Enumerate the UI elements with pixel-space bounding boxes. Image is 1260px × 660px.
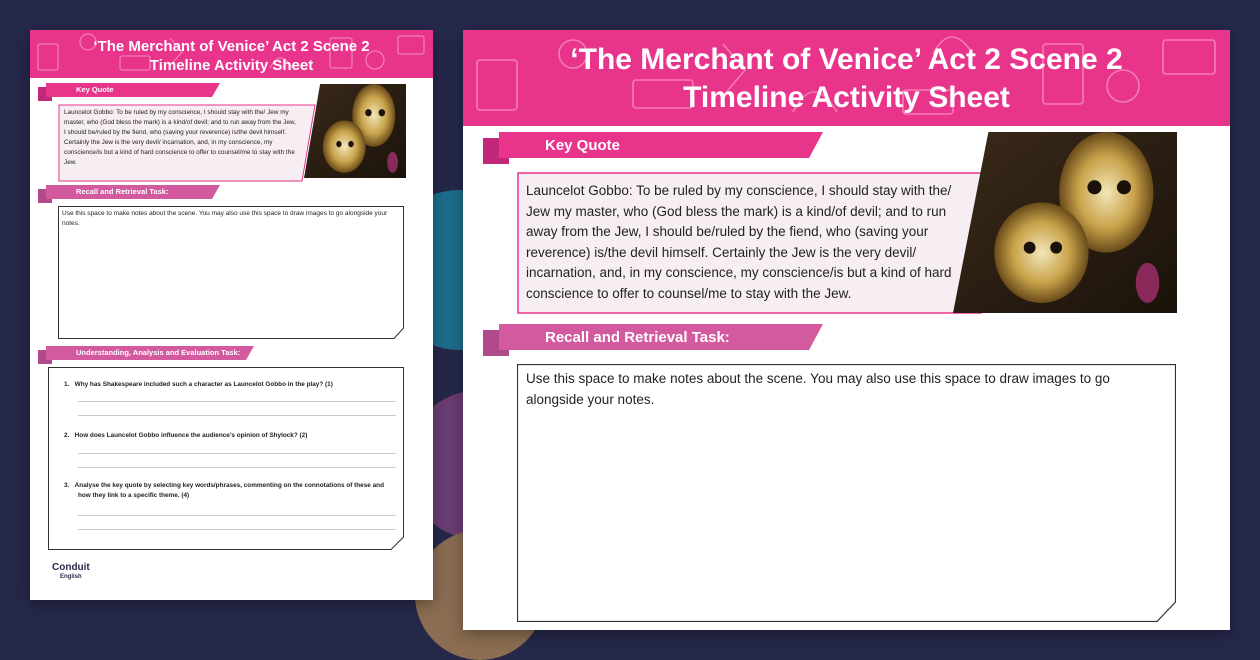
recall-heading: Recall and Retrieval Task: — [545, 329, 730, 346]
question-number: 1. — [64, 381, 70, 388]
recall-tab — [483, 324, 823, 356]
tab-shape — [483, 132, 823, 164]
answer-line[interactable] — [78, 415, 396, 416]
key-quote-tab — [483, 132, 823, 164]
question-number: 2. — [64, 432, 70, 439]
key-quote-text: Launcelot Gobbo: To be ruled by my conscience, I should stay with the/ Jew my master, who (God bless the mark) is a kind/of devil; and to run away from the Jew, I should be/ruled by the fiend, who (saving your reverence) is/the devil himself. Certainly the Jew is the very devil/ incarnation, and, in my conscience, my conscience/is but a kind of hard conscience to offer to counsel/me to stay with the Jew. — [526, 183, 952, 301]
answer-line[interactable] — [78, 467, 396, 468]
page-title-line2: Timeline Activity Sheet — [683, 81, 1010, 114]
recall-instructions: Use this space to make notes about the scene. You may also use this space to draw images to go alongside your notes. — [526, 371, 1110, 407]
question-text: How does Launcelot Gobbo influence the audience’s opinion of Shylock? (2) — [74, 432, 308, 439]
key-quote-box — [517, 172, 1007, 314]
key-quote-heading: Key Quote — [76, 85, 114, 94]
question-number: 3. — [64, 482, 70, 489]
mask-image — [304, 84, 406, 178]
answer-line[interactable] — [78, 401, 396, 402]
question-3 — [64, 481, 396, 501]
worksheet-preview-large — [463, 30, 1230, 630]
worksheet-preview-small — [30, 30, 433, 600]
page-title-line2: Timeline Activity Sheet — [149, 57, 314, 74]
sheet-header — [30, 30, 433, 78]
mask-image — [953, 132, 1177, 313]
page-title — [463, 30, 1230, 117]
understanding-heading: Understanding, Analysis and Evaluation Task: — [76, 348, 241, 357]
key-quote-heading: Key Quote — [545, 137, 621, 154]
tab-shape — [38, 83, 220, 101]
sheet-header — [463, 30, 1230, 126]
understanding-questions-area — [48, 367, 404, 550]
recall-instructions: Use this space to make notes about the scene. You may also use this space to draw images to go alongside your notes. — [62, 210, 388, 227]
key-quote-box — [58, 104, 316, 182]
questions-frame — [48, 367, 404, 550]
answer-line[interactable] — [78, 453, 396, 454]
recall-tab — [38, 185, 220, 203]
page-title — [30, 30, 433, 75]
question-text: Why has Shakespeare included such a character as Launcelot Gobbo in the play? (1) — [74, 381, 333, 388]
question-2 — [64, 431, 394, 441]
page-title-line1: ‘The Merchant of Venice’ Act 2 Scene 2 — [570, 43, 1123, 76]
logo-line2: English — [60, 574, 82, 580]
recall-heading: Recall and Retrieval Task: — [76, 187, 169, 196]
question-text: Analyse the key quote by selecting key words/phrases, commenting on the connotations of these and how they link to a specific theme. (4) — [74, 482, 384, 499]
key-quote-tab — [38, 83, 220, 101]
recall-notes-area[interactable] — [517, 364, 1176, 622]
answer-line[interactable] — [78, 515, 396, 516]
key-quote-text: Launcelot Gobbo: To be ruled by my conscience, I should stay with the/ Jew my master, who (God bless the mark) is a kind/of devil; and to run away from the Jew, I should be/ruled by the fiend, who (saving your reverence) is/the devil himself. Certainly the Jew is the very devil/ incarnation, and, in my conscience, my conscience/is but a kind of hard conscience to offer to counsel/me to stay with the Jew. — [64, 109, 296, 166]
question-1 — [64, 380, 394, 390]
answer-line[interactable] — [78, 529, 396, 530]
logo-line1: Conduit — [52, 562, 90, 573]
understanding-tab — [38, 346, 254, 364]
recall-notes-area[interactable] — [58, 206, 404, 339]
conduit-logo — [52, 562, 90, 581]
page-title-line1: ‘The Merchant of Venice’ Act 2 Scene 2 — [93, 38, 370, 55]
